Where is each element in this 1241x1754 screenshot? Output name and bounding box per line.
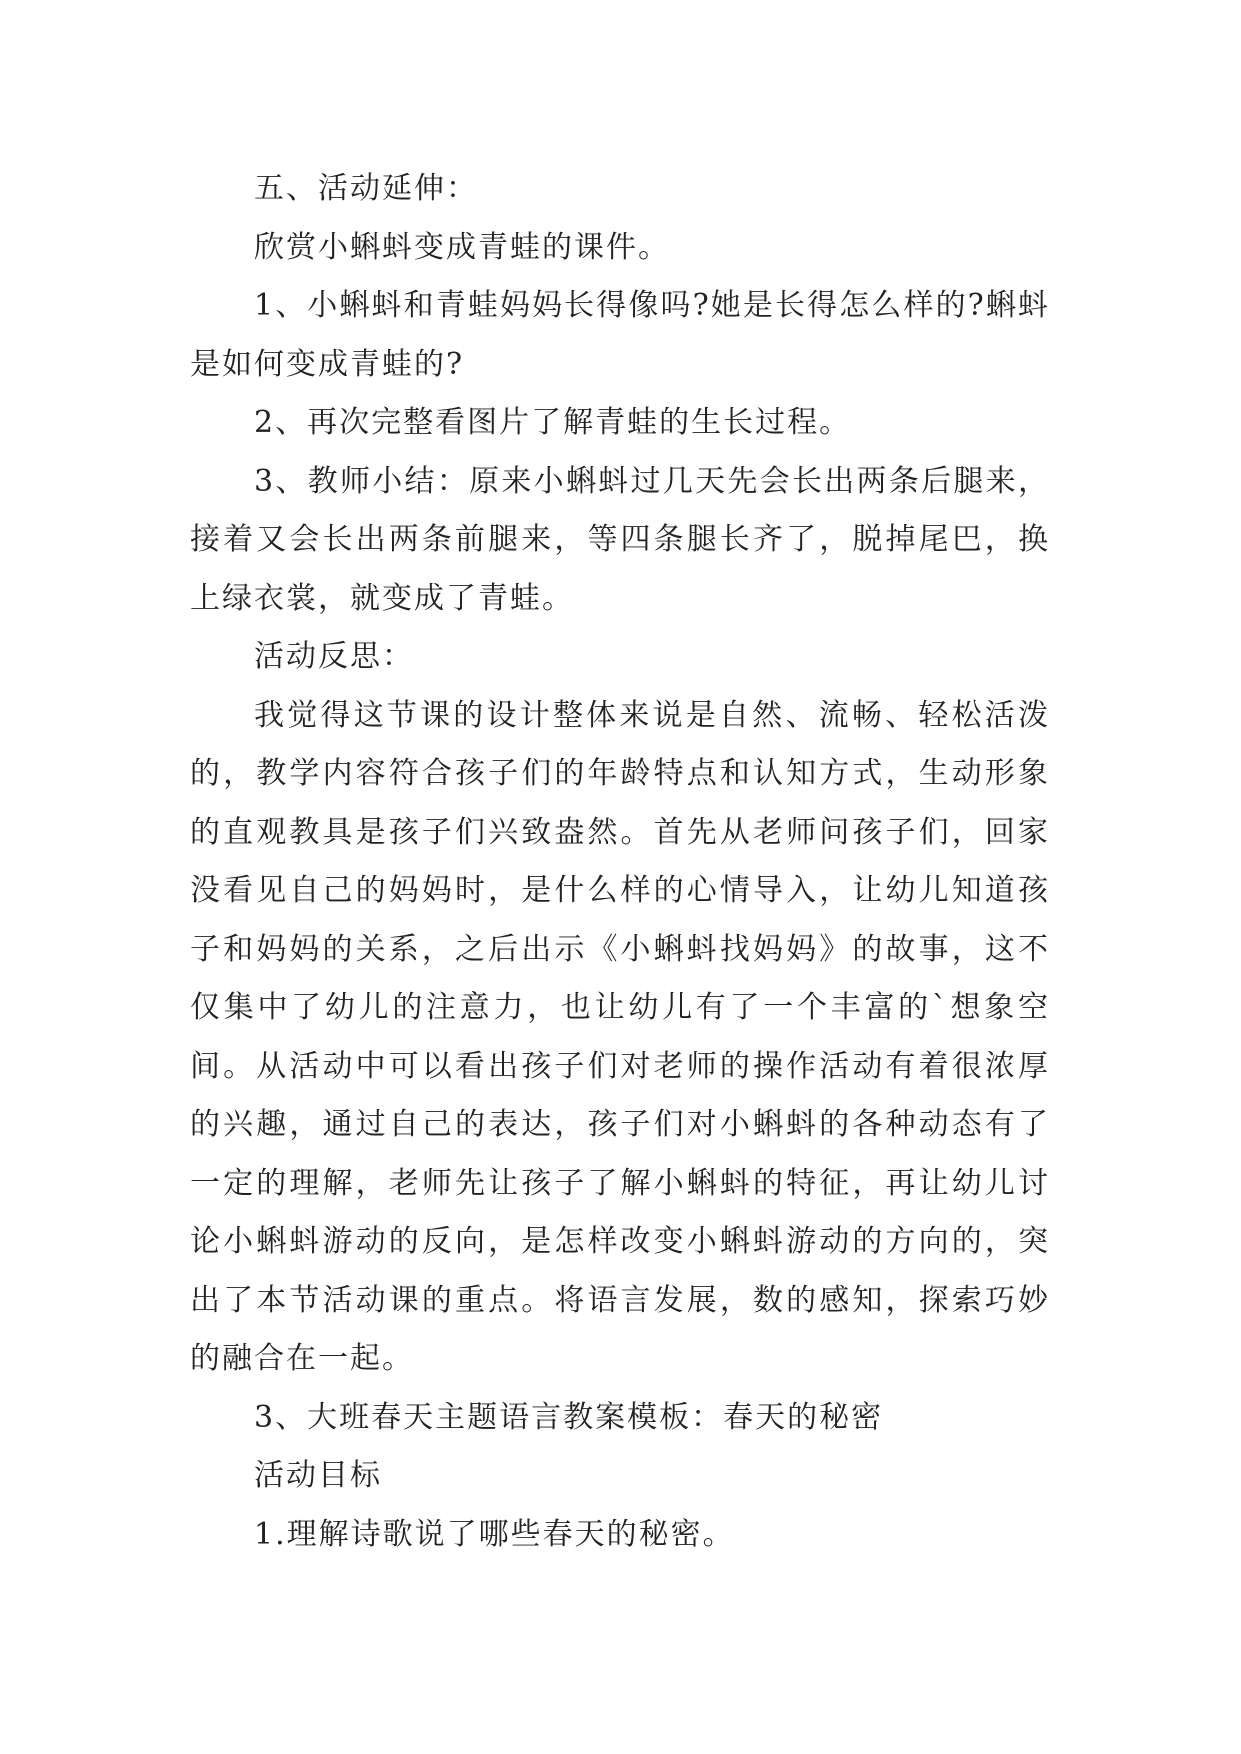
paragraph-reflection: 我觉得这节课的设计整体来说是自然、流畅、轻松活泼的，教学内容符合孩子们的年龄特点和认知方式，生动形象的直观教具是孩子们兴致盎然。首先从老师问孩子们，回家没看见自己的妈妈时，是什么样的心情导入，让幼儿知道孩子和妈妈的关系，之后出示《小蝌蚪找妈妈》的故事，这不仅集中了幼儿的注意力，也让幼儿有了一个丰富的`想象空间。从活动中可以看出孩子们对老师的操作活动有着很浓厚的兴趣，通过自己的表达，孩子们对小蝌蚪的各种动态有了一定的理解，老师先让孩子了解小蝌蚪的特征，再让幼儿讨论小蝌蚪游动的反向，是怎样改变小蝌蚪游动的方向的，突出了本节活动课的重点。将语言发展，数的感知，探索巧妙的融合在一起。 [190, 697, 1050, 1376]
document-body [190, 160, 1050, 1564]
section-heading-extension: 五、活动延伸： [254, 171, 478, 206]
list-item-3: 3、教师小结：原来小蝌蚪过几天先会长出两条后腿来，接着又会长出两条前腿来，等四条腿长齐了，脱掉尾巴，换上绿衣裳，就变成了青蛙。 [190, 463, 1050, 616]
list-item-2: 2、再次完整看图片了解青蛙的生长过程。 [254, 405, 852, 440]
section-heading-lesson-3: 3、大班春天主题语言教案模板：春天的秘密 [254, 1399, 884, 1435]
section-heading-reflection: 活动反思： [254, 639, 414, 674]
list-item-1: 1、小蝌蚪和青蛙妈妈长得像吗?她是长得怎么样的?蝌蚪是如何变成青蛙的? [190, 288, 1050, 382]
goal-item-1: 1.理解诗歌说了哪些春天的秘密。 [254, 1516, 735, 1552]
section-heading-goals: 活动目标 [254, 1458, 382, 1493]
paragraph-courseware: 欣赏小蝌蚪变成青蛙的课件。 [254, 229, 670, 265]
